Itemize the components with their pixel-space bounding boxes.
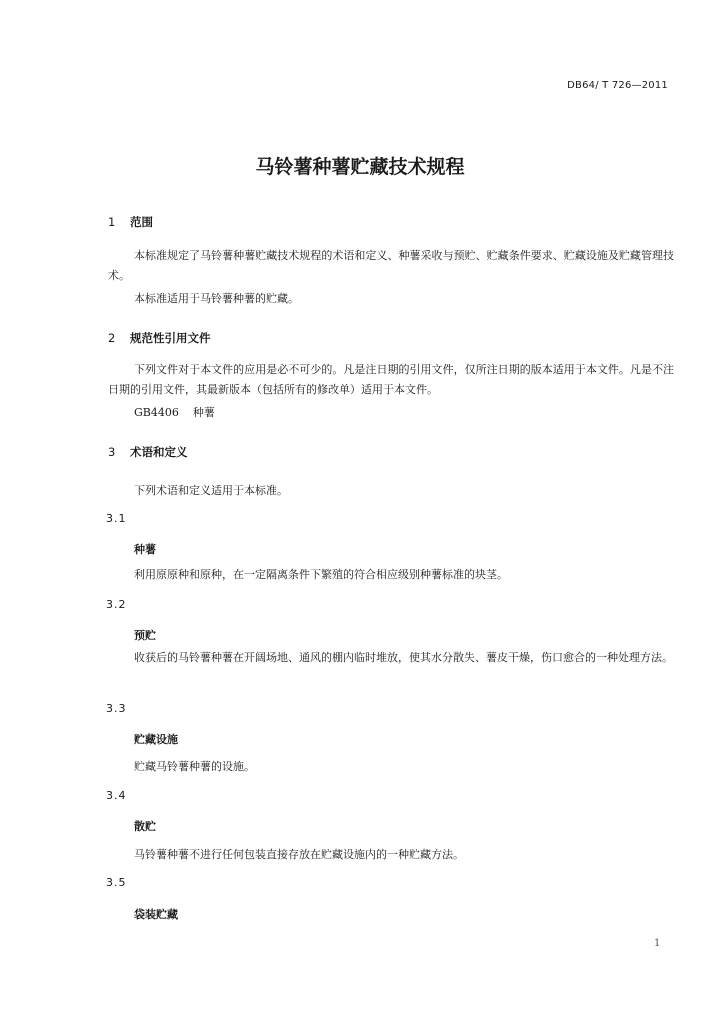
terms-intro: 下列术语和定义适用于本标准。	[134, 484, 288, 497]
term-name: 贮藏设施	[134, 733, 178, 746]
scope-applicability: 本标准适用于马铃薯种薯的贮藏。	[134, 292, 299, 305]
section-number: 3	[108, 445, 116, 459]
section-title: 术语和定义	[130, 445, 188, 459]
term-name: 种薯	[134, 543, 156, 556]
reference-title: 种薯	[192, 406, 215, 419]
term-definition: 收获后的马铃薯种薯在开阔场地、通风的棚内临时堆放，使其水分散失、薯皮干燥，伤口愈合的一种处理方法。	[134, 651, 673, 664]
section-title: 规范性引用文件	[130, 331, 211, 345]
term-definition: 马铃薯种薯不进行任何包装直接存放在贮藏设施内的一种贮藏方法。	[134, 848, 464, 861]
section-heading-references	[108, 330, 211, 346]
clause-number: 3.2	[106, 598, 127, 611]
scope-paragraph: 本标准规定了马铃薯种薯贮藏技术规程的术语和定义、种薯采收与预贮、贮藏条件要求、贮藏设施及贮藏管理技术。	[108, 249, 674, 282]
term-definition: 利用原原种和原种，在一定隔离条件下繁殖的符合相应级别种薯标准的块茎。	[134, 568, 508, 581]
document-title: 马铃薯种薯贮藏技术规程	[255, 156, 465, 178]
normative-reference	[134, 404, 215, 420]
section-number: 1	[108, 215, 116, 229]
section-title: 范围	[130, 215, 153, 229]
clause-number: 3.4	[106, 789, 127, 802]
term-name: 预贮	[134, 629, 156, 642]
standard-code: DB64/ T 726—2011	[567, 80, 668, 91]
reference-code: GB4406	[134, 406, 179, 419]
term-name: 散贮	[134, 820, 156, 833]
section-number: 2	[108, 331, 116, 345]
term-name: 袋装贮藏	[134, 908, 178, 921]
clause-number: 3.3	[106, 702, 127, 715]
clause-number: 3.1	[106, 512, 127, 525]
section-heading-terms	[108, 444, 188, 460]
page-number: 1	[654, 938, 661, 949]
clause-number: 3.5	[106, 876, 127, 889]
section-heading-scope	[108, 214, 153, 230]
term-definition: 贮藏马铃薯种薯的设施。	[134, 760, 255, 773]
references-paragraph: 下列文件对于本文件的应用是必不可少的。凡是注日期的引用文件，仅所注日期的版本适用于本文件。凡是不注日期的引用文件，其最新版本（包括所有的修改单）适用于本文件。	[108, 363, 674, 396]
